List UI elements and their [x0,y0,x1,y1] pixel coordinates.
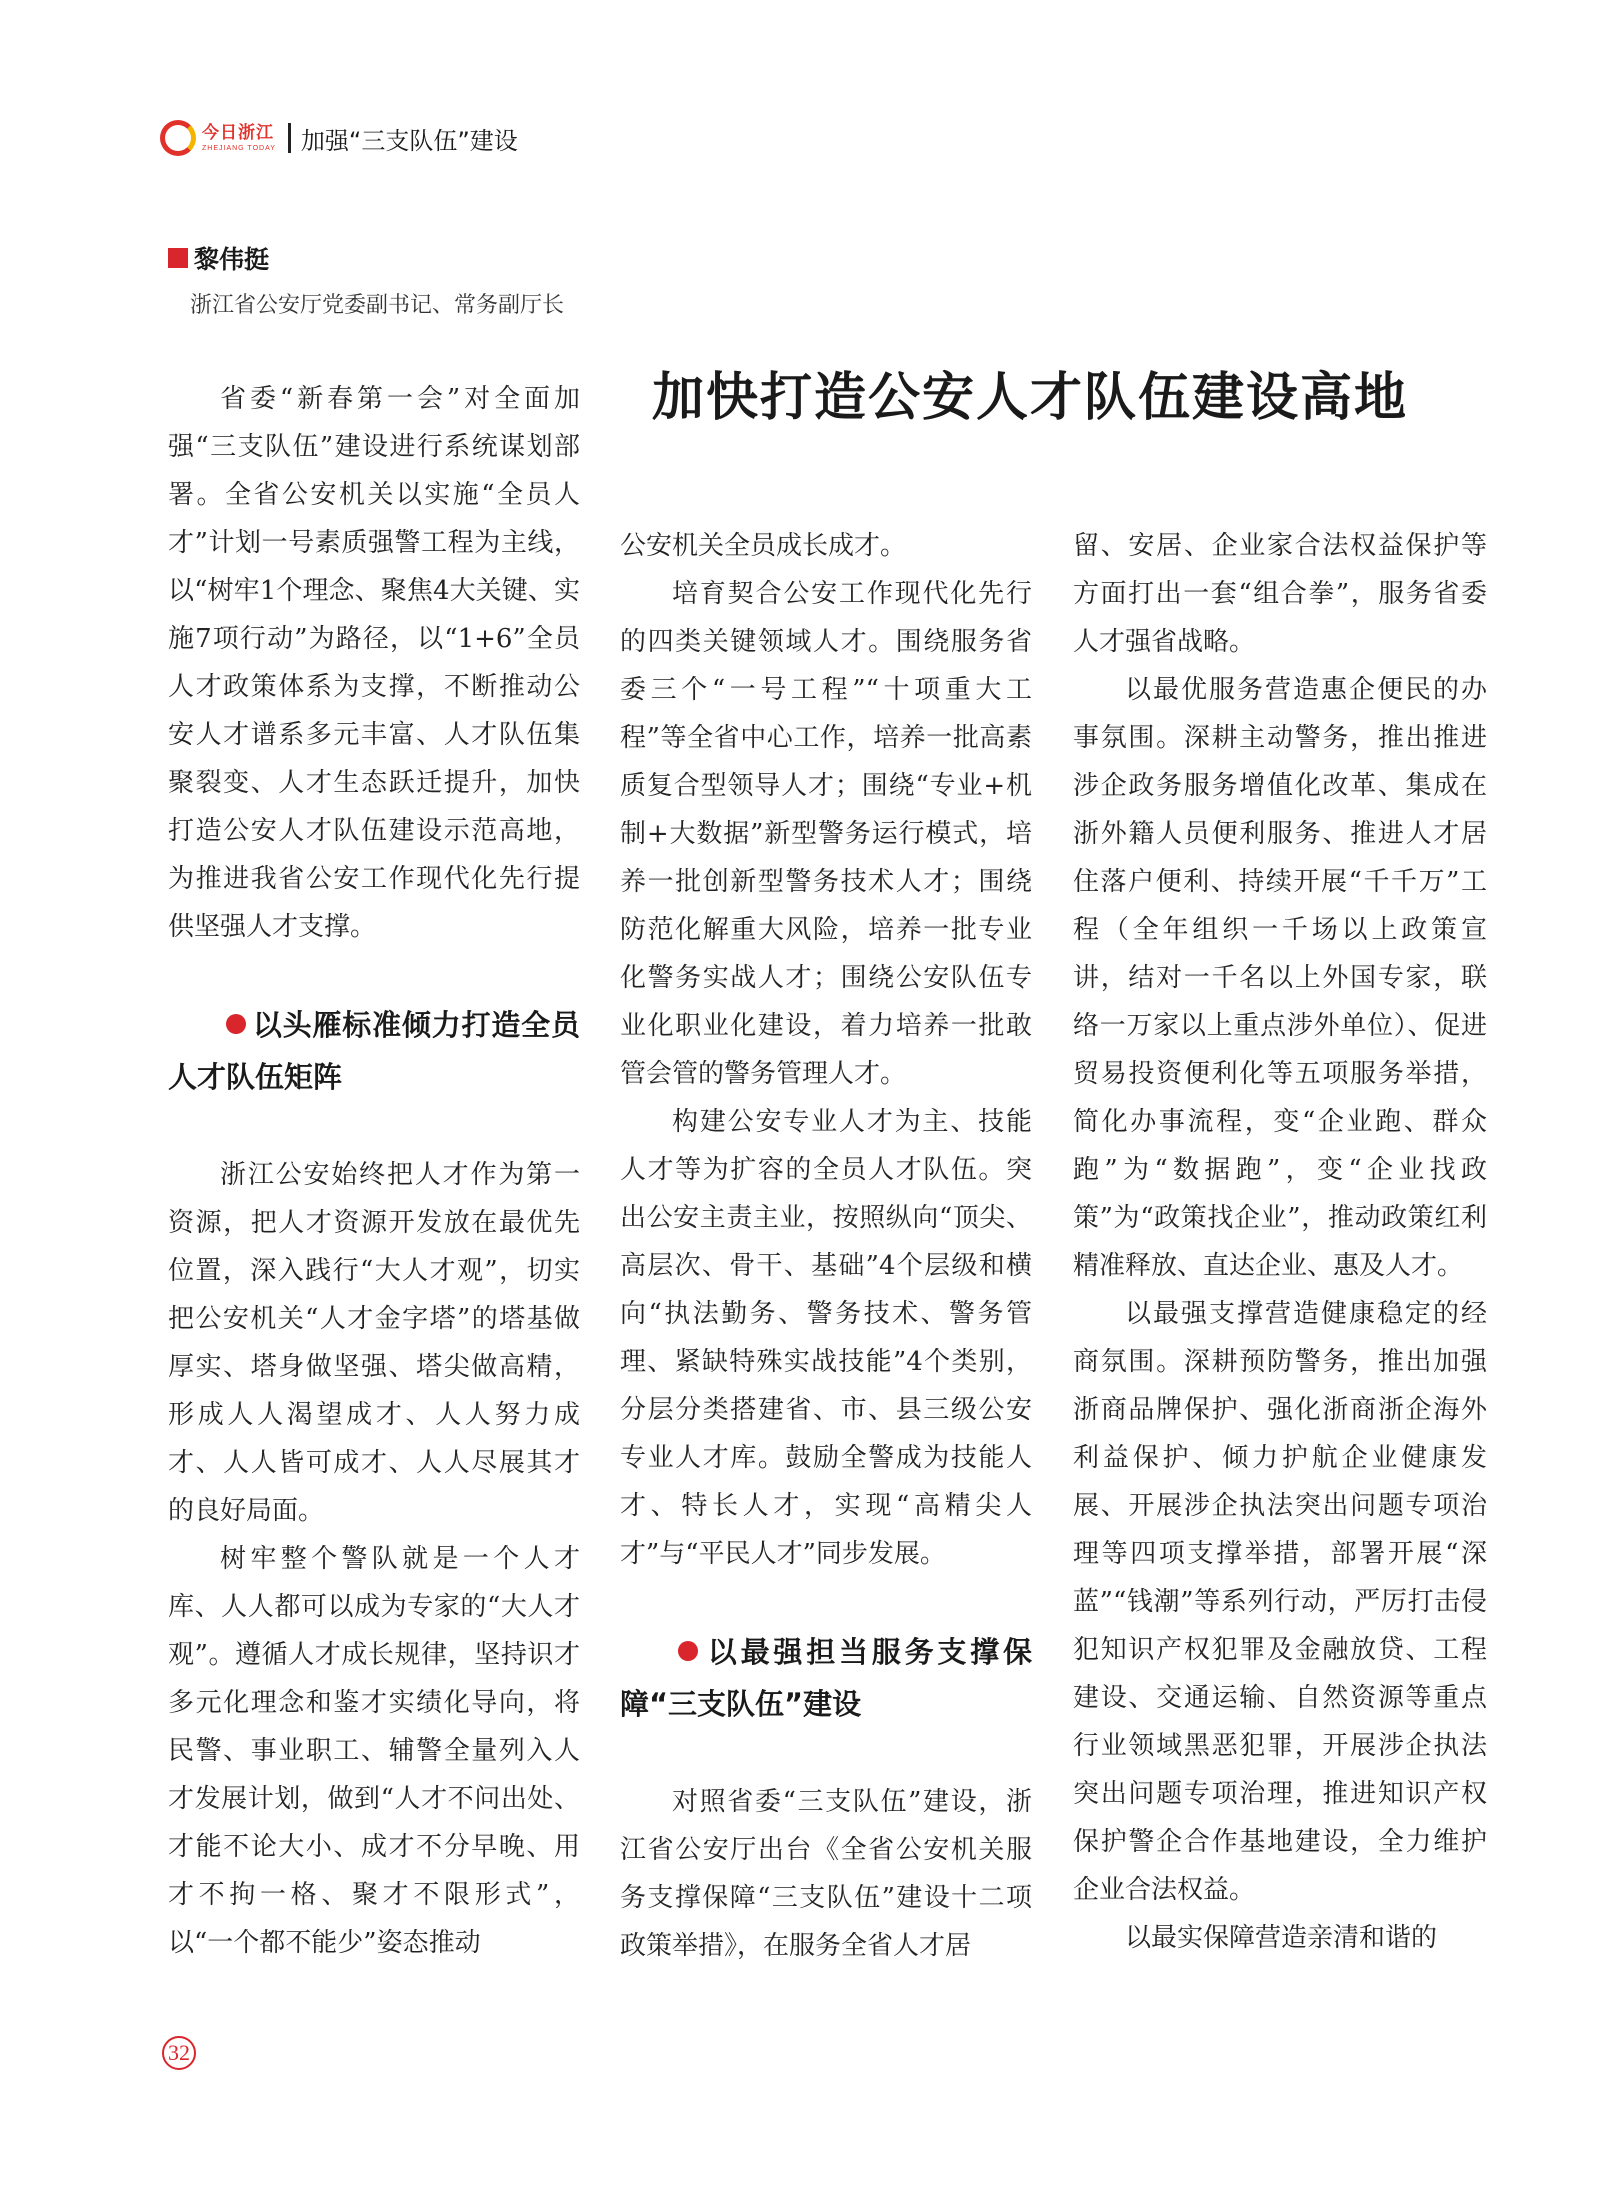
article-headline: 加快打造公安人才队伍建设高地 [652,367,1409,428]
paragraph: 以最强支撑营造健康稳定的经商氛围。深耕预防警务，推出加强浙商品牌保护、强化浙商浙企海外利益保护、倾力护航企业健康发展、开展涉企执法突出问题专项治理等四项支撑举措，部署开展“深蓝”“钱潮”等系列行动，严厉打击侵犯知识产权犯罪及金融放贷、工程建设、交通运输、自然资源等重点行业领域黑恶犯罪，开展涉企执法突出问题专项治理，推进知识产权保护警企合作基地建设，全力维护企业合法权益。 [1073,1299,1487,1905]
paragraph: 浙江公安始终把人才作为第一资源，把人才资源开发放在最优先位置，深入践行“大人才观”，切实把公安机关“人才金字塔”的塔基做厚实、塔身做坚强、塔尖做高精，形成人人渴望成才、人人努力成才、人人皆可成才、人人尽展其才的良好局面。 [168,1160,580,1526]
column-2 [620,522,1032,1970]
paragraph: 对照省委“三支队伍”建设，浙江省公安厅出台《全省公安机关服务支撑保障“三支队伍”建设十二项政策举措》，在服务全省人才居 [620,1787,1032,1961]
section-heading: 以头雁标准倾力打造全员人才队伍矩阵 [168,1008,580,1094]
logo-circle-icon [160,120,196,156]
column-3 [1073,522,1487,1962]
paragraph: 省委“新春第一会”对全面加强“三支队伍”建设进行系统谋划部署。全省公安机关以实施“全员人才”计划一号素质强警工程为主线，以“树牢1个理念、聚焦4大关键、实施7项行动”为路径，以“1+6”全员人才政策体系为支撑，不断推动公安人才谱系多元丰富、人才队伍集聚裂变、人才生态跃迁提升，加快打造公安人才队伍建设示范高地，为推进我省公安工作现代化先行提供坚强人才支撑。 [168,384,580,942]
paragraph: 以最实保障营造亲清和谐的 [1125,1923,1438,1953]
paragraph: 以最优服务营造惠企便民的办事氛围。深耕主动警务，推出推进涉企政务服务增值化改革、集成在浙外籍人员便利服务、推进人才居住落户便利、持续开展“千千万”工程（全年组织一千场以上政策宣讲，结对一千名以上外国专家，联络一万家以上重点涉外单位）、促进贸易投资便利化等五项服务举措，简化办事流程，变“企业跑、群众跑”为“数据跑”，变“企业找政策”为“政策找企业”，推动政策红利精准释放、直达企业、惠及人才。 [1073,675,1487,1281]
logo-cn-text: 今日浙江 [202,122,274,143]
author-name: 黎伟挺 [194,245,270,274]
paragraph: 留、安居、企业家合法权益保护等方面打出一套“组合拳”，服务省委人才强省战略。 [1073,531,1487,657]
logo-en-text: ZHEJIANG TODAY [202,144,276,152]
magazine-logo [160,120,276,156]
paragraph: 培育契合公安工作现代化先行的四类关键领域人才。围绕服务省委三个“一号工程”“十项重大工程”等全省中心工作，培养一批高素质复合型领导人才；围绕“专业+机制+大数据”新型警务运行模式，培养一批创新型警务技术人才；围绕防范化解重大风险，培养一批专业化警务实战人才；围绕公安队伍专业化职业化建设，着力培养一批敢管会管的警务管理人才。 [620,579,1032,1089]
paragraph: 树牢整个警队就是一个人才库、人人都可以成为专家的“大人才观”。遵循人才成长规律，坚持识才多元化理念和鉴才实绩化导向，将民警、事业职工、辅警全量列入人才发展计划，做到“人才不问出处、才能不论大小、成才不分早晚、用才不拘一格、聚才不限形式”，以“一个都不能少”姿态推动 [168,1544,580,1958]
section-label: 加强“三支队伍”建设 [300,126,518,155]
red-dot-icon [678,1641,698,1661]
paragraph: 公安机关全员成长成才。 [620,531,907,561]
paragraph: 构建公安专业人才为主、技能人才等为扩容的全员人才队伍。突出公安主责主业，按照纵向“顶尖、高层次、骨干、基础”4个层级和横向“执法勤务、警务技术、警务管理、紧缺特殊实战技能”4个类别，分层分类搭建省、市、县三级公安专业人才库。鼓励全警成为技能人才、特长人才，实现“高精尖人才”与“平民人才”同步发展。 [620,1107,1032,1569]
page-number: 32 [162,2036,196,2070]
red-square-icon [168,248,188,268]
author-block [168,240,269,276]
column-1 [168,375,580,1967]
header-divider [288,123,291,153]
page-header [160,118,518,158]
red-dot-icon [226,1014,246,1034]
section-heading: 以最强担当服务支撑保障“三支队伍”建设 [620,1635,1032,1721]
author-title: 浙江省公安厅党委副书记、常务副厅长 [190,293,565,318]
